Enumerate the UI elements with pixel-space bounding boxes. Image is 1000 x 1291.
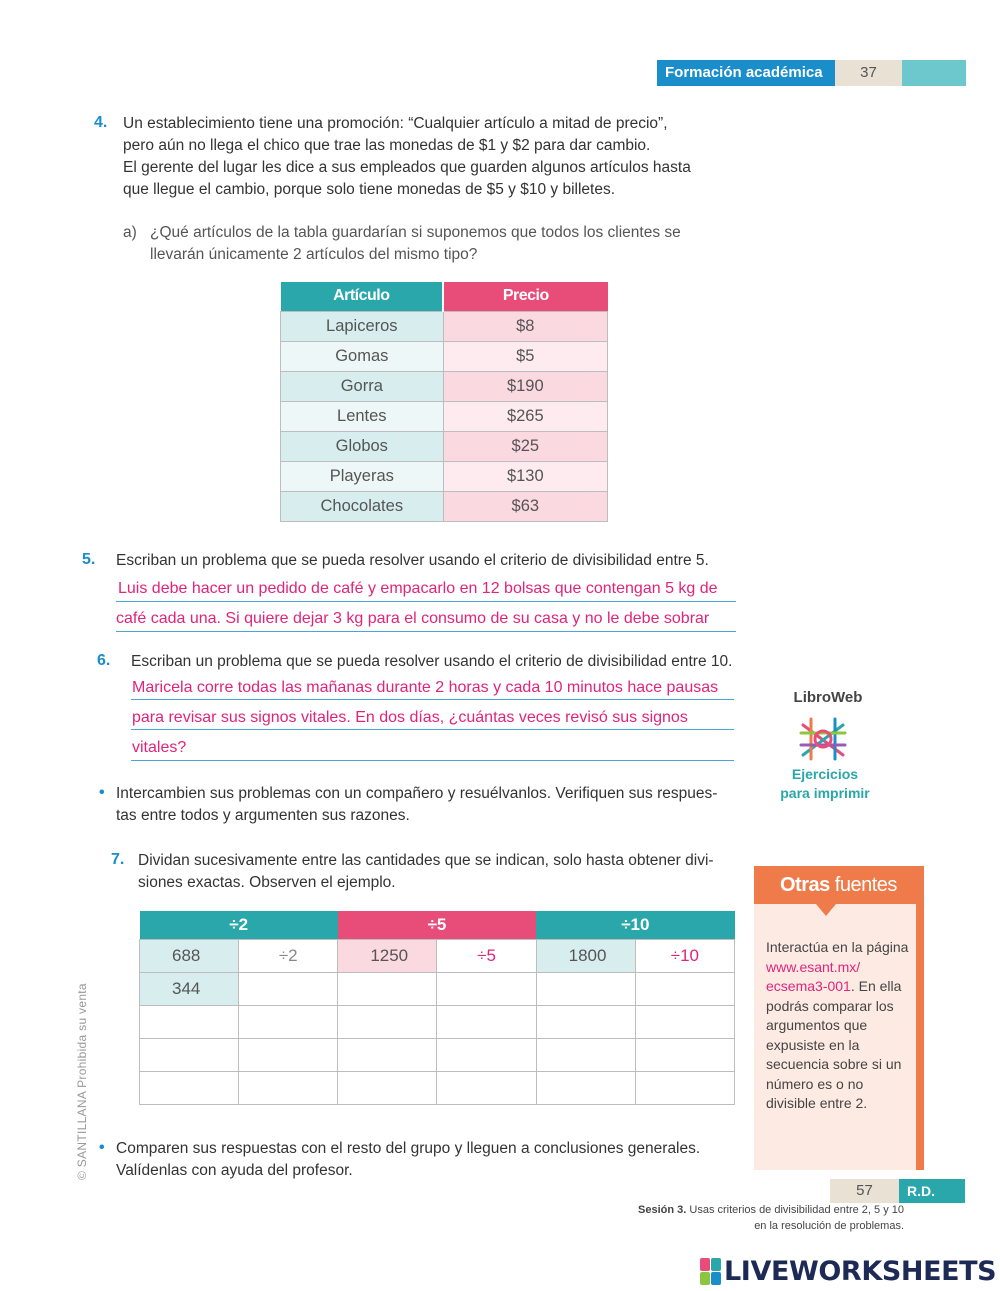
q6-answer-line-3[interactable]: vitales? — [132, 739, 187, 756]
table-row — [281, 341, 608, 371]
bullet-marker: • — [99, 1139, 105, 1156]
answer-cell[interactable] — [536, 972, 635, 1005]
header-notch — [816, 904, 836, 916]
price-cell: $8 — [443, 311, 607, 341]
division-operator: ÷10 — [635, 939, 734, 972]
brand-name: LIVEWORKSHEETS — [724, 1255, 997, 1287]
logo-blocks-icon — [700, 1258, 721, 1285]
table-row — [281, 401, 608, 431]
text-after: . En ella podrás comparar los argumentos que expusiste en la secuencia sobre si un número es o no divisible entre 2. — [766, 978, 902, 1111]
q4a-line: llevarán únicamente 2 artículos del mismo tipo? — [150, 246, 478, 263]
q7-text — [138, 850, 738, 894]
bullet2-text — [116, 1138, 746, 1182]
division-header-5: ÷5 — [338, 911, 536, 939]
price-cell: $190 — [443, 371, 607, 401]
answer-underline — [116, 601, 736, 602]
bullet-marker: • — [99, 784, 105, 801]
article-cell: Gomas — [281, 341, 444, 371]
q6-prompt: Escriban un problema que se pueda resolver usando el criterio de divisibilidad entre 10. — [131, 653, 733, 670]
table-row — [140, 939, 735, 972]
resource-link[interactable]: www.esant.mx/ ecsema3-001 — [766, 958, 861, 994]
price-table — [280, 282, 608, 522]
liveworksheets-logo[interactable] — [700, 1256, 996, 1286]
header-decoration — [902, 60, 966, 86]
answer-cell[interactable] — [338, 1005, 437, 1038]
answer-cell[interactable] — [437, 1038, 536, 1071]
price-cell: $5 — [443, 341, 607, 371]
answer-cell[interactable] — [338, 972, 437, 1005]
footer-rd-badge: R.D. — [899, 1179, 965, 1203]
price-table-header-price: Precio — [443, 282, 607, 311]
answer-cell[interactable] — [437, 1071, 536, 1104]
division-operator: ÷5 — [437, 939, 536, 972]
division-header-10: ÷10 — [536, 911, 734, 939]
answer-underline — [116, 631, 736, 632]
table-row — [281, 431, 608, 461]
answer-cell[interactable] — [437, 972, 536, 1005]
libroweb-title: LibroWeb — [793, 689, 863, 706]
q4-number: 4. — [94, 114, 108, 131]
q6-number: 6. — [97, 652, 111, 669]
division-operator: ÷2 — [239, 939, 338, 972]
answer-cell[interactable] — [635, 972, 734, 1005]
title-rest: fuentes — [829, 874, 897, 896]
answer-cell[interactable] — [239, 972, 338, 1005]
session-text: Usas criterios de divisibilidad entre 2, 5 y 10 en la resolución de problemas. — [686, 1204, 904, 1232]
knot-icon[interactable] — [797, 715, 849, 763]
q4-line: Un establecimiento tiene una promoción: “Cualquier artículo a mitad de precio”, — [123, 115, 668, 132]
division-value: 1800 — [536, 939, 635, 972]
answer-cell[interactable] — [635, 1038, 734, 1071]
text-before: Interactúa en la página — [766, 939, 909, 955]
answer-cell[interactable] — [239, 1071, 338, 1104]
q4a-text — [150, 222, 730, 266]
q5-answer-line-1[interactable]: Luis debe hacer un pedido de café y empacarlo en 12 bolsas que contengan 5 kg de — [118, 580, 718, 597]
table-row — [281, 311, 608, 341]
answer-cell[interactable] — [536, 1005, 635, 1038]
table-row — [140, 972, 735, 1005]
answer-cell[interactable] — [140, 1071, 239, 1104]
q7-number: 7. — [111, 851, 125, 868]
answer-cell[interactable] — [536, 1071, 635, 1104]
q5-prompt: Escriban un problema que se pueda resolver usando el criterio de divisibilidad entre 5. — [116, 552, 709, 569]
answer-cell[interactable] — [635, 1005, 734, 1038]
article-cell: Playeras — [281, 461, 444, 491]
q5-answer-line-2[interactable]: café cada una. Si quiere dejar 3 kg para el consumo de su casa y no le debe sobrar — [116, 610, 710, 627]
otras-fuentes-box — [754, 866, 924, 1170]
bullet1-line: tas entre todos y argumenten sus razones. — [116, 807, 410, 824]
answer-cell[interactable] — [140, 1005, 239, 1038]
title-bold: Otras — [780, 874, 830, 896]
q6-answer-line-2[interactable]: para revisar sus signos vitales. En dos días, ¿cuántas veces revisó sus signos — [132, 709, 688, 726]
session-label: Sesión 3. — [638, 1204, 687, 1216]
page-number: 37 — [835, 60, 902, 86]
price-cell: $130 — [443, 461, 607, 491]
division-table — [139, 911, 735, 1105]
answer-cell[interactable] — [239, 1005, 338, 1038]
table-row — [140, 1038, 735, 1071]
answer-cell[interactable] — [635, 1071, 734, 1104]
price-table-header-article: Artículo — [281, 282, 444, 311]
price-cell: $63 — [443, 491, 607, 521]
bullet1-text — [116, 783, 746, 827]
q6-answer-line-1[interactable]: Maricela corre todas las mañanas durante 2 horas y cada 10 minutos hace pausas — [132, 679, 719, 696]
table-row — [281, 371, 608, 401]
price-cell: $25 — [443, 431, 607, 461]
q7-line: Dividan sucesivamente entre las cantidades que se indican, solo hasta obtener divi- — [138, 852, 714, 869]
bullet1-line: Intercambien sus problemas con un compañero y resuélvanlos. Verifiquen sus respues- — [116, 785, 718, 802]
otras-fuentes-title — [754, 866, 924, 904]
q7-line: siones exactas. Observen el ejemplo. — [138, 874, 396, 891]
division-value: 1250 — [338, 939, 437, 972]
table-row — [140, 1071, 735, 1104]
session-note — [634, 1202, 904, 1234]
bullet2-line: Valídenlas con ayuda del profesor. — [116, 1162, 353, 1179]
q4a-label: a) — [123, 224, 137, 241]
article-cell: Chocolates — [281, 491, 444, 521]
division-value: 688 — [140, 939, 239, 972]
bullet2-line: Comparen sus respuestas con el resto del grupo y lleguen a conclusiones generales. — [116, 1140, 701, 1157]
page-header — [657, 60, 966, 86]
q4-line: que llegue el cambio, porque solo tiene monedas de $5 y $10 y billetes. — [123, 181, 616, 198]
box-border — [916, 866, 924, 1170]
section-title: Formación académica — [657, 60, 835, 86]
answer-cell[interactable] — [338, 1071, 437, 1104]
q4-text — [123, 113, 743, 201]
table-row — [281, 491, 608, 521]
answer-underline — [131, 760, 734, 761]
answer-cell[interactable] — [437, 1005, 536, 1038]
q4-line: El gerente del lugar les dice a sus empleados que guarden algunos artículos hasta — [123, 159, 691, 176]
otras-fuentes-text — [766, 938, 916, 1114]
answer-cell[interactable] — [338, 1038, 437, 1071]
article-cell: Gorra — [281, 371, 444, 401]
libroweb-link[interactable] — [760, 765, 890, 803]
table-row — [281, 461, 608, 491]
article-cell: Lentes — [281, 401, 444, 431]
q4-line: pero aún no llega el chico que trae las monedas de $1 y $2 para dar cambio. — [123, 137, 651, 154]
libroweb-sub-line: para imprimir — [780, 785, 870, 801]
answer-cell[interactable] — [536, 1038, 635, 1071]
price-cell: $265 — [443, 401, 607, 431]
article-cell: Lapiceros — [281, 311, 444, 341]
page-footer — [830, 1179, 965, 1203]
table-row — [140, 1005, 735, 1038]
answer-cell[interactable] — [239, 1038, 338, 1071]
article-cell: Globos — [281, 431, 444, 461]
copyright-vertical: © SANTILLANA Prohibida su venta — [75, 983, 89, 1180]
division-value: 344 — [140, 972, 239, 1005]
q4a-line: ¿Qué artículos de la tabla guardarían si suponemos que todos los clientes se — [150, 224, 681, 241]
answer-underline — [131, 699, 734, 700]
footer-page-number: 57 — [830, 1179, 899, 1203]
answer-cell[interactable] — [140, 1038, 239, 1071]
answer-underline — [131, 729, 734, 730]
q5-number: 5. — [82, 551, 96, 568]
division-header-2: ÷2 — [140, 911, 338, 939]
libroweb-sub-line: Ejercicios — [791, 766, 859, 782]
